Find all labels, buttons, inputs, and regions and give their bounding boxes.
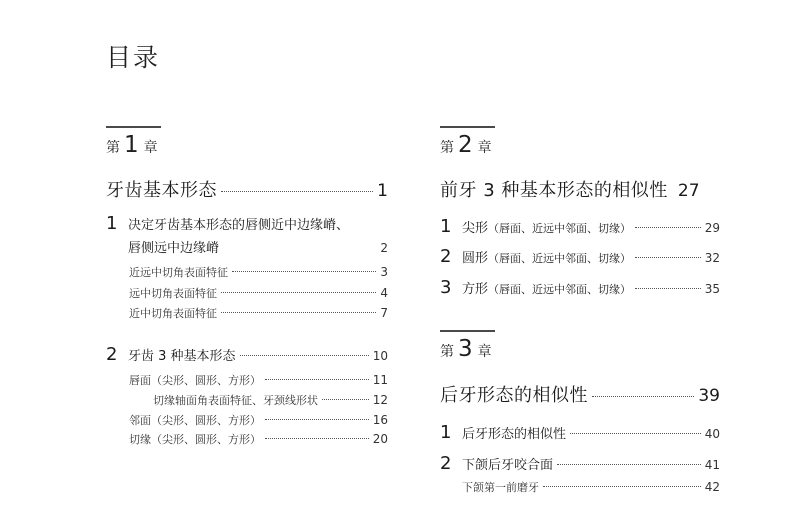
dot-leader xyxy=(635,288,701,289)
section-3-2[interactable] xyxy=(440,453,720,474)
dot-leader xyxy=(543,486,701,487)
chapter-title: 前牙 3 种基本形态的相似性 xyxy=(440,180,668,201)
item-title: 切缘轴面角表面特征、牙颈线形状 xyxy=(153,394,318,407)
dot-leader xyxy=(221,312,376,313)
section-number: 1 xyxy=(440,422,452,443)
section-detail: （唇面、近远中邻面、切缘） xyxy=(488,252,632,265)
chapter-label-prefix: 第 xyxy=(440,344,454,360)
page-number: 4 xyxy=(380,286,388,300)
page-number: 39 xyxy=(698,386,720,406)
section-number: 2 xyxy=(440,246,452,267)
section-title: 下颌后牙咬合面 xyxy=(462,458,554,473)
page-number: 10 xyxy=(372,349,388,363)
page-number: 7 xyxy=(380,306,388,320)
toc-title: 目录 xyxy=(106,43,161,72)
dot-leader xyxy=(322,399,369,400)
page-number: 1 xyxy=(377,181,388,201)
dot-leader xyxy=(635,227,701,228)
chapter-2-title-row[interactable] xyxy=(440,176,720,202)
chapter-label-suffix: 章 xyxy=(477,344,492,360)
section-1-2[interactable] xyxy=(106,344,388,365)
chapter-1-rule xyxy=(106,126,161,128)
dot-leader xyxy=(570,433,701,434)
item-title: 近远中切角表面特征 xyxy=(129,266,228,279)
list-item[interactable] xyxy=(129,264,388,280)
chapter-1-label xyxy=(106,134,158,157)
section-title: 圆形 xyxy=(462,251,489,266)
section-detail: （唇面、近远中邻面、切缘） xyxy=(488,222,632,235)
chapter-label-suffix: 章 xyxy=(143,140,158,156)
dot-leader xyxy=(221,191,373,192)
item-title: 下颌第一前磨牙 xyxy=(462,481,539,494)
item-title: 唇面（尖形、圆形、方形） xyxy=(129,374,261,387)
section-number: 2 xyxy=(440,453,452,474)
section-number: 3 xyxy=(440,277,452,298)
page-number: 29 xyxy=(704,221,720,235)
dot-leader xyxy=(557,464,701,465)
list-item[interactable] xyxy=(129,431,388,447)
section-title: 方形 xyxy=(462,282,489,297)
page-number: 20 xyxy=(372,432,388,446)
chapter-3-title-row[interactable] xyxy=(440,381,720,407)
chapter-number: 1 xyxy=(124,132,139,158)
list-item[interactable] xyxy=(129,412,388,428)
dot-leader xyxy=(592,396,694,397)
chapter-title: 后牙形态的相似性 xyxy=(440,385,588,406)
chapter-1-title-row[interactable] xyxy=(106,176,388,202)
list-item[interactable] xyxy=(462,479,720,495)
chapter-3-rule xyxy=(440,330,495,332)
page-number: 27 xyxy=(677,181,700,201)
page-number: 16 xyxy=(372,413,388,427)
section-title: 后牙形态的相似性 xyxy=(462,427,567,442)
section-title-line1: 决定牙齿基本形态的唇侧近中边缘嵴、 xyxy=(128,218,350,233)
section-1-1[interactable] xyxy=(106,213,388,256)
section-number: 1 xyxy=(106,213,118,234)
list-item[interactable] xyxy=(153,392,388,408)
section-title-line2: 唇侧远中边缘嵴 xyxy=(128,241,220,256)
page-number: 41 xyxy=(704,458,720,472)
section-title: 尖形 xyxy=(462,221,489,236)
page-number: 42 xyxy=(704,480,720,494)
list-item[interactable] xyxy=(129,285,388,301)
dot-leader xyxy=(240,355,369,356)
chapter-label-suffix: 章 xyxy=(477,140,492,156)
chapter-2-rule xyxy=(440,126,495,128)
page-number: 11 xyxy=(372,373,388,387)
item-title: 近中切角表面特征 xyxy=(129,307,217,320)
page-number: 32 xyxy=(704,251,720,265)
dot-leader xyxy=(221,292,376,293)
page-number: 2 xyxy=(380,241,388,255)
item-title: 远中切角表面特征 xyxy=(129,287,217,300)
dot-leader xyxy=(232,271,376,272)
dot-leader xyxy=(635,257,701,258)
page-number: 35 xyxy=(704,282,720,296)
item-title: 邻面（尖形、圆形、方形） xyxy=(129,414,261,427)
section-2-1[interactable] xyxy=(440,216,720,237)
dot-leader xyxy=(265,379,369,380)
list-item[interactable] xyxy=(129,372,388,388)
section-number: 1 xyxy=(440,216,452,237)
section-title: 牙齿 3 种基本形态 xyxy=(128,349,236,364)
page-number: 40 xyxy=(704,427,720,441)
section-2-3[interactable] xyxy=(440,277,720,298)
item-title: 切缘（尖形、圆形、方形） xyxy=(129,433,261,446)
chapter-number: 2 xyxy=(458,132,473,158)
chapter-3-label xyxy=(440,338,492,361)
dot-leader xyxy=(265,438,369,439)
chapter-label-prefix: 第 xyxy=(440,140,454,156)
section-2-2[interactable] xyxy=(440,246,720,267)
section-detail: （唇面、近远中邻面、切缘） xyxy=(488,283,632,296)
chapter-label-prefix: 第 xyxy=(106,140,120,156)
page-number: 3 xyxy=(380,265,388,279)
section-3-1[interactable] xyxy=(440,422,720,443)
page-number: 12 xyxy=(372,393,388,407)
chapter-2-label xyxy=(440,134,492,157)
list-item[interactable] xyxy=(129,305,388,321)
chapter-number: 3 xyxy=(458,336,473,362)
section-number: 2 xyxy=(106,344,118,365)
dot-leader xyxy=(265,419,369,420)
chapter-title: 牙齿基本形态 xyxy=(106,180,217,201)
